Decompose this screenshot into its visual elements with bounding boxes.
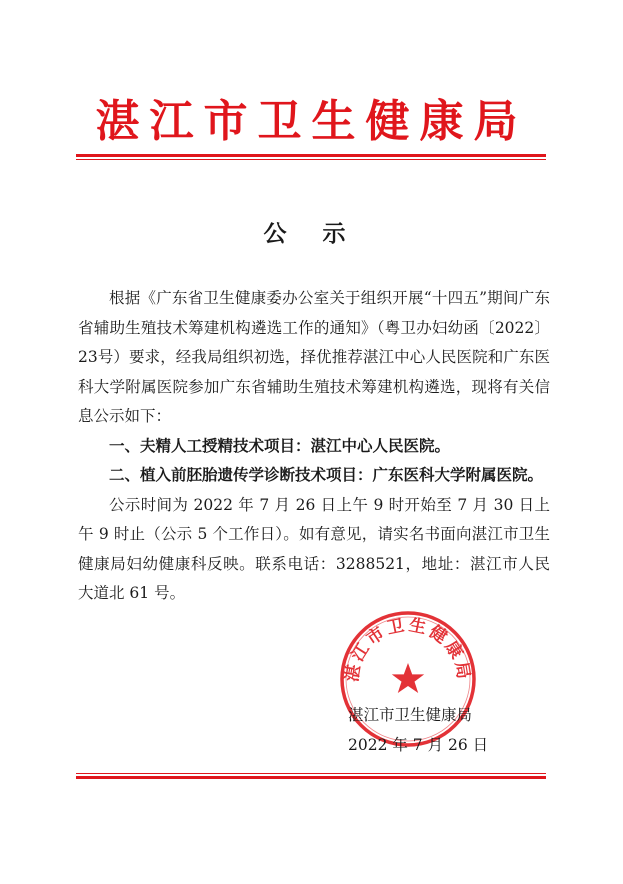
signature-date: 2022 年 7 月 26 日 — [348, 736, 489, 754]
item-two: 二、植入前胚胎遗传学诊断技术项目：广东医科大学附属医院。 — [109, 466, 544, 484]
period-paragraph: 公示时间为 2022 年 7 月 26 日上午 9 时开始至 7 月 30 日上午 9 时止（公示 5 个工作日）。如有意见，请实名书面向湛江市卫生健康局妇幼健康科反映。联系电话：3288521，地址：湛江市人民大道北 61 号。 — [78, 495, 550, 602]
signature-org: 湛江市卫生健康局 — [348, 706, 473, 724]
signature-block — [348, 700, 528, 760]
letterhead-rule-thin — [76, 159, 546, 160]
intro-paragraph: 根据《广东省卫生健康委办公室关于组织开展“十四五”期间广东省辅助生殖技术筹建机构遴选工作的通知》（粤卫办妇幼函〔2022〕23号）要求，经我局组织初选，择优推荐湛江中心人民医院和广东医科大学附属医院参加广东省辅助生殖技术筹建机构遴选，现将有关信息公示如下： — [78, 289, 550, 425]
footer-rule-thick — [76, 776, 546, 779]
letterhead-org-name: 湛江市卫生健康局 — [95, 96, 528, 147]
notice-body — [78, 284, 550, 609]
notice-title: 公 示 — [263, 221, 360, 247]
seal-ring-text: 湛江市卫生健康局 — [342, 615, 474, 684]
item-one: 一、夫精人工授精技术项目：湛江中心人民医院。 — [109, 436, 451, 455]
letterhead-rule-thick — [76, 154, 546, 157]
footer-rule-thin — [76, 773, 546, 774]
seal-star-icon — [392, 663, 424, 693]
